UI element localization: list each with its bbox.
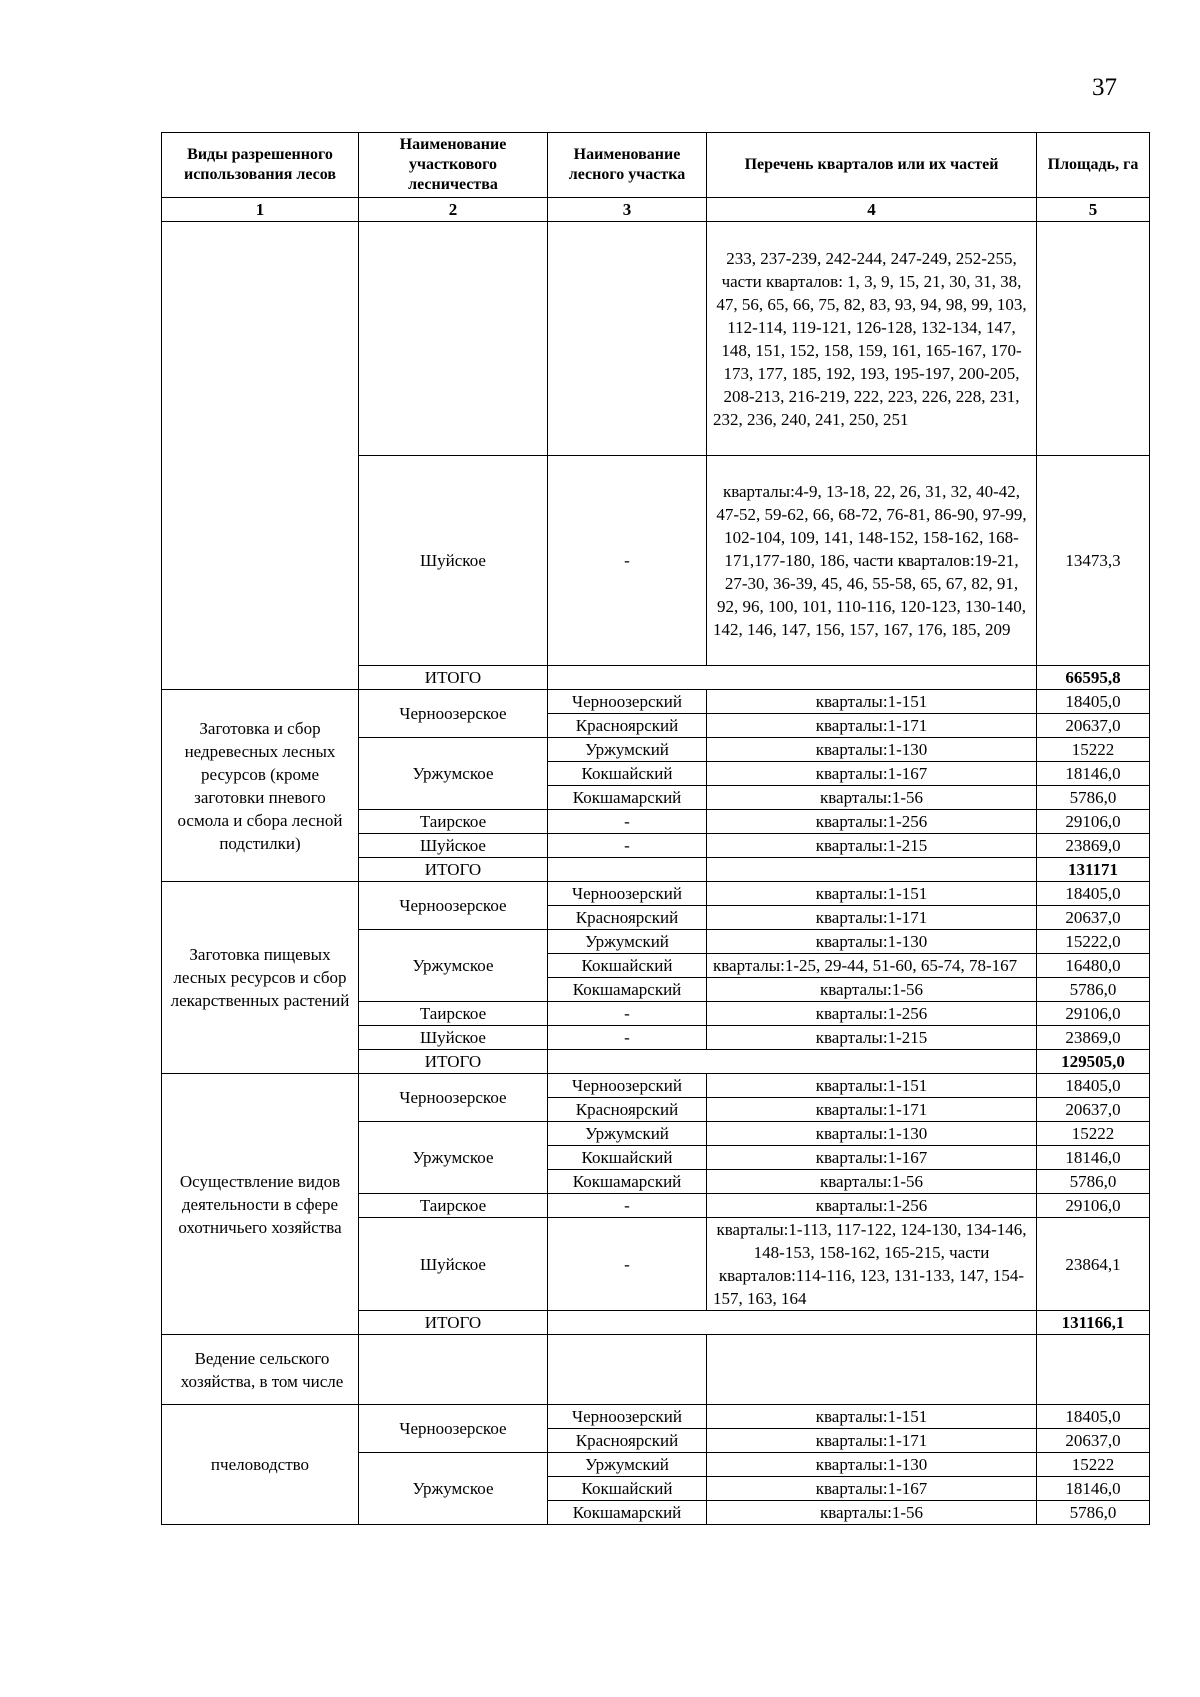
empty-cell [1037,1335,1150,1405]
plot-cell: Черноозерский [548,882,707,906]
empty-cell [359,1335,548,1405]
header-quarters: Перечень кварталов или их частей [707,133,1037,198]
plot-cell: Черноозерский [548,690,707,714]
forestry-cell: Уржумское [359,738,548,810]
quarters-cell: кварталы:1-167 [707,1477,1037,1501]
area-cell: 23869,0 [1037,1026,1150,1050]
forestry-cell [359,222,548,456]
header-row [162,133,1150,198]
forestry-cell: Уржумское [359,1122,548,1194]
empty-cell [707,1335,1037,1405]
quarters-cell: кварталы:1-56 [707,978,1037,1002]
total-label: ИТОГО [359,1311,548,1335]
area-cell: 18146,0 [1037,1477,1150,1501]
empty-cell [707,858,1037,882]
forestry-cell: Таирское [359,1194,548,1218]
total-value: 131166,1 [1037,1311,1150,1335]
plot-cell: - [548,456,707,666]
area-cell: 23864,1 [1037,1218,1150,1311]
area-cell: 16480,0 [1037,954,1150,978]
column-number: 1 [162,198,359,222]
forestry-cell: Шуйское [359,1026,548,1050]
column-number: 5 [1037,198,1150,222]
plot-cell: Кокшамарский [548,978,707,1002]
plot-cell: - [548,1218,707,1311]
use-type-cell: пчеловодство [162,1405,359,1525]
empty-cell [548,1311,1037,1335]
forestry-cell: Черноозерское [359,882,548,930]
quarters-cell: кварталы:1-171 [707,714,1037,738]
total-label: ИТОГО [359,1050,548,1074]
header-use-type: Виды разрешенного использования лесов [162,133,359,198]
quarters-list-cell: 233, 237-239, 242-244, 247-249, 252-255, части кварталов: 1, 3, 9, 15, 21, 30, 31, 38, 47, 56, 65, 66, 75, 82, 83, 93, 94, 98, 99, 103, 112-114, 119-121, 126-128, 132-134, 147, 148, 151, 152, 158, 159, 161, 165-167, 170-173, 177, 185, 192, 193, 195-197, 200-205, 208-213, 216-219, 222, 223, 226, 228, 231, 232, 236, 240, 241, 250, 251 [707,222,1037,456]
table-row [162,690,1150,714]
area-cell: 15222,0 [1037,930,1150,954]
area-cell: 18405,0 [1037,882,1150,906]
use-type-cell: Ведение сельского хозяйства, в том числе [162,1335,359,1405]
empty-cell [548,1050,1037,1074]
plot-cell: Кокшайский [548,762,707,786]
page-number: 37 [1092,74,1117,101]
plot-cell: - [548,1194,707,1218]
plot-cell: Кокшамарский [548,1501,707,1525]
use-type-cell: Заготовка и сбор недревесных лесных ресурсов (кроме заготовки пневого осмола и сбора лесной подстилки) [162,690,359,882]
plot-cell: Красноярский [548,714,707,738]
area-cell: 18146,0 [1037,762,1150,786]
use-type-cell [162,222,359,690]
quarters-cell: кварталы:1-167 [707,762,1037,786]
area-cell: 15222 [1037,738,1150,762]
table-row [162,1074,1150,1098]
forestry-cell: Черноозерское [359,1074,548,1122]
quarters-cell: кварталы:1-113, 117-122, 124-130, 134-146, 148-153, 158-162, 165-215, части кварталов:114-116, 123, 131-133, 147, 154-157, 163, 164 [707,1218,1037,1311]
area-cell: 5786,0 [1037,1170,1150,1194]
column-number-row [162,198,1150,222]
forestry-cell: Уржумское [359,930,548,1002]
area-cell: 29106,0 [1037,1194,1150,1218]
plot-cell: Кокшамарский [548,786,707,810]
column-number: 2 [359,198,548,222]
area-cell: 20637,0 [1037,1098,1150,1122]
column-number: 4 [707,198,1037,222]
quarters-cell: кварталы:1-130 [707,1122,1037,1146]
total-label: ИТОГО [359,666,548,690]
use-type-cell: Заготовка пищевых лесных ресурсов и сбор лекарственных растений [162,882,359,1074]
area-cell: 20637,0 [1037,906,1150,930]
quarters-cell: кварталы:1-56 [707,1501,1037,1525]
quarters-cell: кварталы:1-151 [707,1074,1037,1098]
quarters-cell: кварталы:1-151 [707,690,1037,714]
header-forestry: Наименование участкового лесничества [359,133,548,198]
forestry-cell: Уржумское [359,1453,548,1525]
quarters-cell: кварталы:1-215 [707,1026,1037,1050]
quarters-cell: кварталы:1-130 [707,738,1037,762]
quarters-cell: кварталы:1-56 [707,786,1037,810]
forestry-cell: Шуйское [359,456,548,666]
plot-cell: Кокшайский [548,1146,707,1170]
area-cell: 18405,0 [1037,1405,1150,1429]
plot-cell: Кокшайский [548,954,707,978]
forestry-cell: Черноозерское [359,1405,548,1453]
area-cell: 13473,3 [1037,456,1150,666]
empty-cell [548,858,707,882]
quarters-cell: кварталы:1-151 [707,882,1037,906]
plot-cell: Черноозерский [548,1074,707,1098]
table-row [162,222,1150,456]
forest-use-table [161,132,1150,1525]
quarters-cell: кварталы:1-215 [707,834,1037,858]
quarters-cell: кварталы:1-171 [707,1098,1037,1122]
use-type-cell: Осуществление видов деятельности в сфере охотничьего хозяйства [162,1074,359,1335]
plot-cell: - [548,834,707,858]
area-cell: 18146,0 [1037,1146,1150,1170]
empty-cell [548,666,1037,690]
area-cell: 20637,0 [1037,1429,1150,1453]
plot-cell: Красноярский [548,1429,707,1453]
area-cell: 29106,0 [1037,1002,1150,1026]
plot-cell: Уржумский [548,1122,707,1146]
plot-cell: Уржумский [548,930,707,954]
plot-cell: - [548,1002,707,1026]
plot-cell: Красноярский [548,1098,707,1122]
quarters-cell: кварталы:1-25, 29-44, 51-60, 65-74, 78-167 [707,954,1037,978]
quarters-cell: кварталы:1-256 [707,1002,1037,1026]
area-cell: 20637,0 [1037,714,1150,738]
forestry-cell: Шуйское [359,1218,548,1311]
plot-cell: Кокшамарский [548,1170,707,1194]
quarters-cell: кварталы:1-130 [707,930,1037,954]
area-cell: 15222 [1037,1122,1150,1146]
forestry-cell: Шуйское [359,834,548,858]
table-row [162,1335,1150,1405]
forestry-cell: Таирское [359,810,548,834]
plot-cell: Уржумский [548,738,707,762]
total-value: 66595,8 [1037,666,1150,690]
table-row [162,882,1150,906]
quarters-cell: кварталы:1-167 [707,1146,1037,1170]
plot-cell: Уржумский [548,1453,707,1477]
quarters-cell: кварталы:1-151 [707,1405,1037,1429]
quarters-list-cell: кварталы:4-9, 13-18, 22, 26, 31, 32, 40-42, 47-52, 59-62, 66, 68-72, 76-81, 86-90, 97-99, 102-104, 109, 141, 148-152, 158-162, 168-171,177-180, 186, части кварталов:19-21, 27-30, 36-39, 45, 46, 55-58, 65, 67, 82, 91, 92, 96, 100, 101, 110-116, 120-123, 130-140, 142, 146, 147, 156, 157, 167, 176, 185, 209 [707,456,1037,666]
column-number: 3 [548,198,707,222]
area-cell: 18405,0 [1037,690,1150,714]
quarters-cell: кварталы:1-56 [707,1170,1037,1194]
total-value: 131171 [1037,858,1150,882]
plot-cell: - [548,1026,707,1050]
area-cell: 5786,0 [1037,1501,1150,1525]
total-label: ИТОГО [359,858,548,882]
plot-cell: Красноярский [548,906,707,930]
forestry-cell: Черноозерское [359,690,548,738]
quarters-cell: кварталы:1-130 [707,1453,1037,1477]
area-cell: 18405,0 [1037,1074,1150,1098]
area-cell: 5786,0 [1037,978,1150,1002]
header-area: Площадь, га [1037,133,1150,198]
forestry-cell: Таирское [359,1002,548,1026]
total-value: 129505,0 [1037,1050,1150,1074]
plot-cell: Кокшайский [548,1477,707,1501]
area-cell: 5786,0 [1037,786,1150,810]
quarters-cell: кварталы:1-171 [707,1429,1037,1453]
table-row [162,1405,1150,1429]
plot-cell [548,222,707,456]
area-cell [1037,222,1150,456]
empty-cell [548,1335,707,1405]
quarters-cell: кварталы:1-256 [707,1194,1037,1218]
area-cell: 15222 [1037,1453,1150,1477]
header-forest-plot: Наименование лесного участка [548,133,707,198]
area-cell: 23869,0 [1037,834,1150,858]
quarters-cell: кварталы:1-171 [707,906,1037,930]
area-cell: 29106,0 [1037,810,1150,834]
plot-cell: - [548,810,707,834]
plot-cell: Черноозерский [548,1405,707,1429]
quarters-cell: кварталы:1-256 [707,810,1037,834]
